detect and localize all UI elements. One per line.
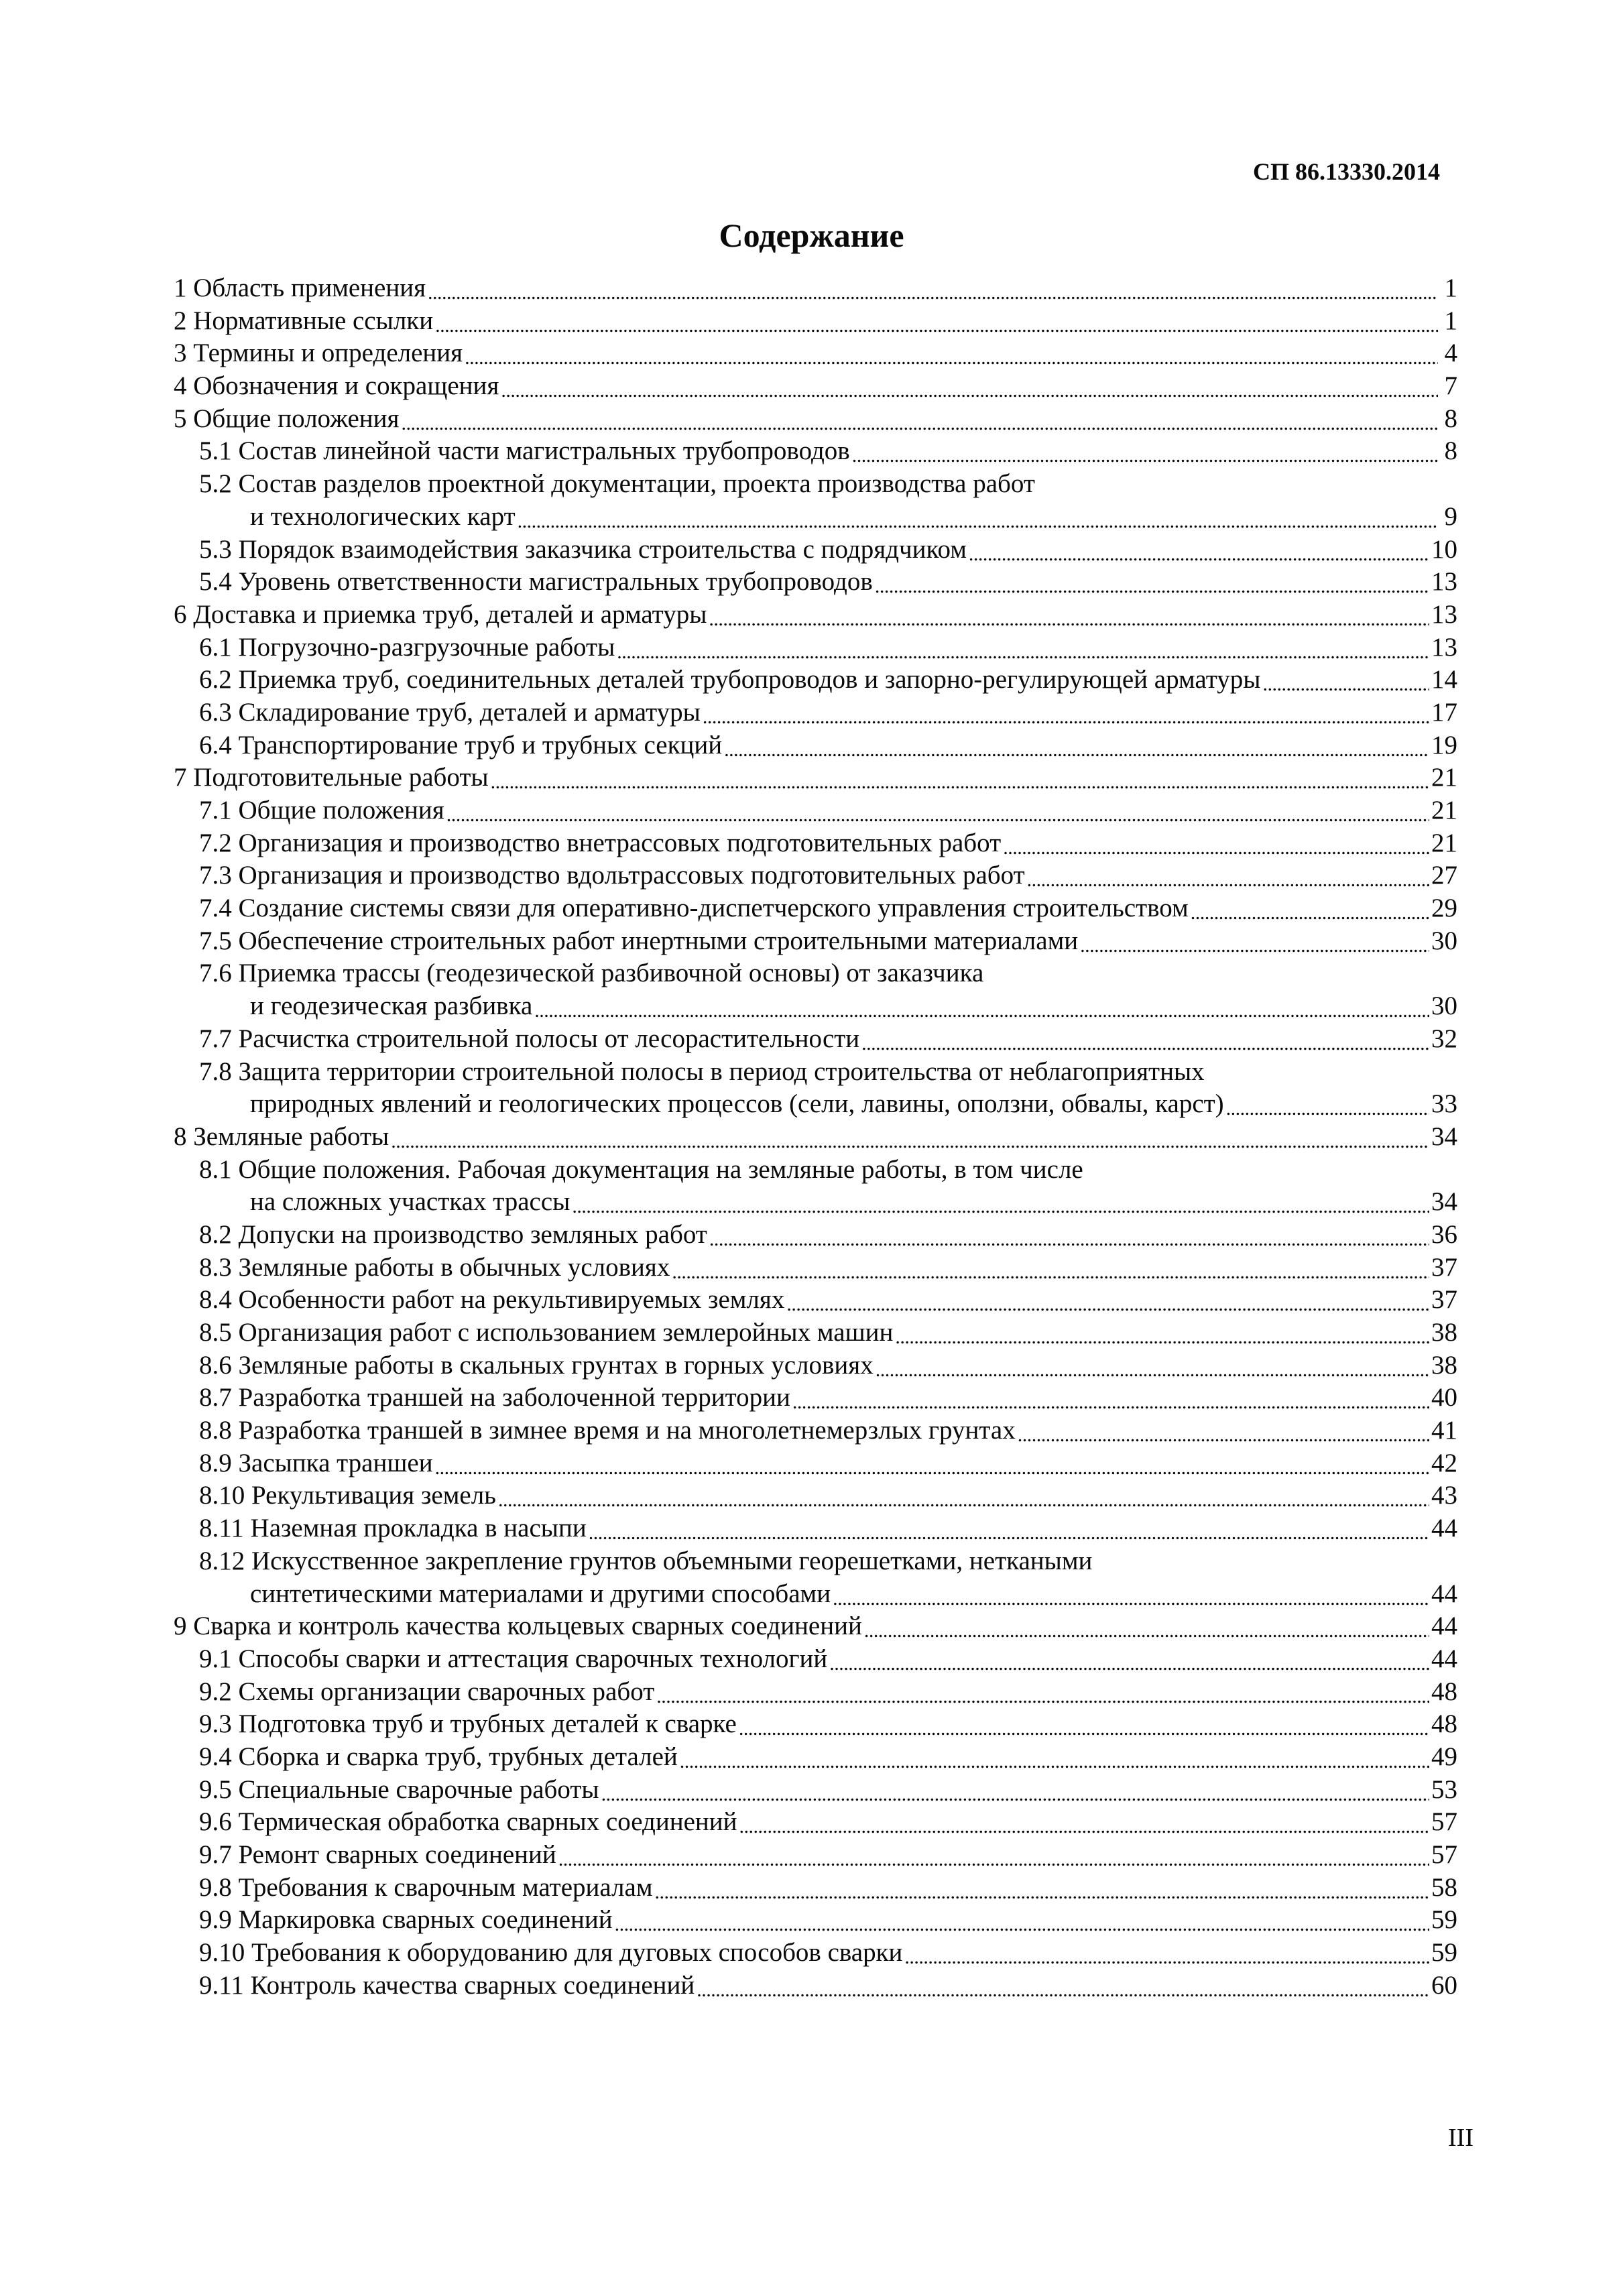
toc-entry[interactable] bbox=[174, 403, 1457, 436]
dot-leader bbox=[491, 764, 1429, 790]
toc-entry-title: 7.7 Расчистка строительной полосы от лесорастительности bbox=[199, 1024, 860, 1053]
toc-entry-page: 7 bbox=[1444, 371, 1457, 401]
toc-entry-page: 14 bbox=[1431, 665, 1457, 694]
dot-leader bbox=[615, 1906, 1429, 1932]
toc-entry-title: 4 Обозначения и сокращения bbox=[174, 371, 499, 401]
dot-leader bbox=[709, 601, 1429, 627]
dot-leader bbox=[1018, 1416, 1429, 1443]
toc-entry-page: 27 bbox=[1431, 861, 1457, 890]
toc-entry-title: 8 Земляные работы bbox=[174, 1122, 389, 1151]
toc-entry-page: 37 bbox=[1431, 1285, 1457, 1315]
toc-entry-page: 1 bbox=[1444, 274, 1457, 302]
toc-entry[interactable] bbox=[174, 1872, 1457, 1905]
toc-entry-page: 30 bbox=[1431, 926, 1457, 955]
toc-entry[interactable] bbox=[174, 1970, 1457, 2002]
toc-entry[interactable] bbox=[174, 1708, 1457, 1741]
toc-entry-title: на сложных участках трассы bbox=[250, 1187, 570, 1217]
dot-leader bbox=[498, 1482, 1429, 1508]
dot-leader bbox=[864, 1612, 1429, 1638]
toc-entry-page: 40 bbox=[1431, 1383, 1457, 1412]
toc-entry-title: 7.5 Обеспечение строительных работ инертными строительными материалами bbox=[199, 926, 1079, 955]
toc-entry-page: 44 bbox=[1431, 1644, 1457, 1673]
toc-entry[interactable] bbox=[174, 1252, 1457, 1284]
toc-entry-title: 8.11 Наземная прокладка в насыпи bbox=[199, 1514, 587, 1543]
toc-entry-page: 57 bbox=[1431, 1807, 1457, 1837]
toc-entry-page: 33 bbox=[1431, 1089, 1457, 1119]
dot-leader bbox=[655, 1874, 1429, 1900]
toc-entry-title: 9.5 Специальные сварочные работы bbox=[199, 1774, 599, 1804]
toc-entry[interactable] bbox=[174, 435, 1457, 468]
toc-entry-title: 7.3 Организация и производство вдольтрассовых подготовительных работ bbox=[199, 861, 1025, 890]
dot-leader bbox=[446, 796, 1429, 823]
toc-entry-page: 44 bbox=[1431, 1579, 1457, 1608]
toc-entry-title: 9.9 Маркировка сварных соединений bbox=[199, 1905, 613, 1935]
dot-leader bbox=[1080, 927, 1429, 953]
toc-entry-page: 29 bbox=[1431, 894, 1457, 923]
toc-entry-title: 9.6 Термическая обработка сварных соединений bbox=[199, 1807, 737, 1837]
dot-leader bbox=[895, 1319, 1429, 1345]
dot-leader bbox=[739, 1808, 1429, 1834]
toc-entry-page: 13 bbox=[1431, 632, 1457, 662]
dot-leader bbox=[680, 1743, 1429, 1769]
toc-entry-title: 6.2 Приемка труб, соединительных деталей трубопроводов и запорно-регулирующей арматуры bbox=[199, 665, 1261, 694]
dot-leader bbox=[904, 1939, 1429, 1965]
toc-entry-title: 7.8 Защита территории строительной полосы в период строительства от неблагоприятных bbox=[199, 1056, 1205, 1086]
toc-entry[interactable] bbox=[174, 468, 1457, 501]
toc-entry[interactable] bbox=[174, 599, 1457, 631]
toc-entry-title: 9.1 Способы сварки и аттестация сварочных технологий bbox=[199, 1644, 828, 1673]
toc-entry-title: 8.3 Земляные работы в обычных условиях bbox=[199, 1252, 670, 1282]
toc-entry-title: 8.10 Рекультивация земель bbox=[199, 1481, 496, 1510]
dot-leader bbox=[697, 1972, 1429, 1998]
toc-entry-title: 7.1 Общие положения bbox=[199, 796, 444, 825]
toc-entry-title: 8.5 Организация работ с использованием землеройных машин bbox=[199, 1318, 894, 1347]
toc-entry-page: 48 bbox=[1431, 1709, 1457, 1739]
toc-entry[interactable] bbox=[174, 1610, 1457, 1643]
dot-leader bbox=[786, 1286, 1429, 1312]
toc-entry[interactable] bbox=[174, 859, 1457, 892]
dot-leader bbox=[572, 1188, 1429, 1214]
dot-leader bbox=[861, 1025, 1429, 1051]
toc-entry-title: и геодезическая разбивка bbox=[250, 991, 533, 1021]
toc-entry-title: 9.4 Сборка и сварка труб, трубных деталей bbox=[199, 1742, 678, 1771]
dot-leader bbox=[875, 568, 1429, 594]
toc-entry[interactable] bbox=[174, 1186, 1457, 1219]
toc-entry-title: 9.8 Требования к сварочным материалам bbox=[199, 1872, 653, 1902]
toc-entry-title: 9.2 Схемы организации сварочных работ bbox=[199, 1677, 655, 1706]
toc-entry-title: 5.4 Уровень ответственности магистральных трубопроводов bbox=[199, 567, 873, 597]
toc-entry[interactable] bbox=[174, 534, 1457, 566]
toc-entry-title: 3 Термины и определения bbox=[174, 339, 463, 368]
dot-leader bbox=[724, 731, 1429, 758]
dot-leader bbox=[534, 992, 1429, 1018]
toc-entry[interactable] bbox=[174, 1219, 1457, 1252]
toc-entry-page: 32 bbox=[1431, 1024, 1457, 1053]
dot-leader bbox=[435, 307, 1438, 333]
dot-leader bbox=[1003, 829, 1429, 855]
toc-entry-page: 59 bbox=[1431, 1938, 1457, 1968]
toc-entry-title: 8.2 Допуски на производство земляных работ bbox=[199, 1219, 707, 1249]
toc-entry-page: 17 bbox=[1431, 697, 1457, 727]
toc-entry-title: 9.7 Ремонт сварных соединений bbox=[199, 1840, 556, 1869]
toc-entry[interactable] bbox=[174, 566, 1457, 599]
toc-entry-page: 53 bbox=[1431, 1774, 1457, 1804]
toc-entry-title: 6.4 Транспортирование труб и трубных секций bbox=[199, 730, 723, 760]
toc-entry[interactable] bbox=[174, 1578, 1457, 1611]
toc-entry[interactable] bbox=[174, 501, 1457, 534]
toc-entry-title: 5.1 Состав линейной части магистральных трубопроводов bbox=[199, 436, 850, 466]
toc-entry-title: 7 Подготовительные работы bbox=[174, 763, 489, 792]
toc-entry[interactable] bbox=[174, 631, 1457, 664]
toc-entry-title: 8.6 Земляные работы в скальных грунтах в горных условиях bbox=[199, 1350, 874, 1380]
toc-entry[interactable] bbox=[174, 1317, 1457, 1349]
dot-leader bbox=[833, 1580, 1429, 1606]
dot-leader bbox=[703, 699, 1429, 725]
toc-entry[interactable] bbox=[174, 1479, 1457, 1512]
toc-entry-title: 9 Сварка и контроль качества кольцевых сварных соединений bbox=[174, 1612, 862, 1641]
dot-leader bbox=[465, 339, 1438, 365]
toc-entry-page: 41 bbox=[1431, 1416, 1457, 1445]
toc-entry[interactable] bbox=[174, 925, 1457, 958]
toc-entry[interactable] bbox=[174, 272, 1457, 305]
toc-entry-page: 49 bbox=[1431, 1742, 1457, 1771]
toc-entry-page: 21 bbox=[1431, 796, 1457, 825]
toc-entry-page: 48 bbox=[1431, 1677, 1457, 1706]
toc-entry[interactable] bbox=[174, 1056, 1457, 1089]
toc-entry-title: 9.3 Подготовка труб и трубных деталей к сварке bbox=[199, 1709, 737, 1739]
toc-entry[interactable] bbox=[174, 1512, 1457, 1545]
dot-leader bbox=[852, 437, 1438, 463]
toc-entry[interactable] bbox=[174, 1676, 1457, 1709]
toc-entry-title: 5 Общие положения bbox=[174, 404, 400, 433]
toc-entry-page: 13 bbox=[1431, 567, 1457, 597]
toc-entry-title: 5.3 Порядок взаимодействия заказчика строительства с подрядчиком bbox=[199, 534, 967, 564]
toc-entry-page: 59 bbox=[1431, 1905, 1457, 1935]
dot-leader bbox=[739, 1710, 1429, 1736]
toc-entry-page: 43 bbox=[1431, 1481, 1457, 1510]
toc-entry[interactable] bbox=[174, 1774, 1457, 1807]
dot-leader bbox=[876, 1351, 1429, 1378]
toc-entry[interactable] bbox=[174, 697, 1457, 729]
toc-entry[interactable] bbox=[174, 827, 1457, 860]
toc-entry[interactable] bbox=[174, 762, 1457, 794]
toc-entry[interactable] bbox=[174, 1414, 1457, 1447]
toc-entry-title: 8.8 Разработка траншей в зимнее время и на многолетнемерзлых грунтах bbox=[199, 1416, 1016, 1445]
toc-entry-title: и технологических карт bbox=[250, 501, 516, 531]
toc-entry-page: 8 bbox=[1444, 436, 1457, 466]
toc-entry[interactable] bbox=[174, 1023, 1457, 1056]
dot-leader bbox=[829, 1645, 1429, 1671]
dot-leader bbox=[601, 1776, 1429, 1802]
page-title: Содержание bbox=[719, 217, 904, 254]
toc-entry[interactable] bbox=[174, 1154, 1457, 1187]
dot-leader bbox=[1191, 894, 1429, 920]
toc-entry[interactable] bbox=[174, 957, 1457, 990]
toc-entry[interactable] bbox=[174, 1806, 1457, 1839]
toc-entry-title: 8.9 Засыпка траншеи bbox=[199, 1448, 433, 1477]
toc-entry[interactable] bbox=[174, 664, 1457, 697]
toc-entry-page: 9 bbox=[1444, 501, 1457, 531]
toc-entry[interactable] bbox=[174, 1643, 1457, 1676]
dot-leader bbox=[672, 1254, 1429, 1280]
toc-entry-page: 57 bbox=[1431, 1840, 1457, 1869]
dot-leader bbox=[435, 1449, 1429, 1475]
toc-entry[interactable] bbox=[174, 892, 1457, 925]
toc-entry-page: 58 bbox=[1431, 1872, 1457, 1902]
toc-entry-page: 21 bbox=[1431, 763, 1457, 792]
toc-entry[interactable] bbox=[174, 305, 1457, 338]
toc-entry[interactable] bbox=[174, 370, 1457, 403]
dot-leader bbox=[1226, 1090, 1429, 1116]
toc-entry[interactable] bbox=[174, 729, 1457, 762]
dot-leader bbox=[589, 1514, 1429, 1540]
toc-entry-page: 42 bbox=[1431, 1448, 1457, 1477]
dot-leader bbox=[518, 503, 1438, 529]
toc-entry-page: 34 bbox=[1431, 1187, 1457, 1217]
toc-entry[interactable] bbox=[174, 1741, 1457, 1774]
toc-entry-title: 1 Область применения bbox=[174, 274, 426, 302]
toc-entry-page: 4 bbox=[1444, 339, 1457, 368]
toc-entry-title: 8.4 Особенности работ на рекультивируемых землях bbox=[199, 1285, 785, 1315]
toc-entry[interactable] bbox=[174, 1121, 1457, 1154]
toc-entry[interactable] bbox=[174, 1088, 1457, 1121]
toc-entry-title: 6.3 Складирование труб, деталей и арматуры bbox=[199, 697, 701, 727]
dot-leader bbox=[558, 1841, 1429, 1867]
toc-entry[interactable] bbox=[174, 1545, 1457, 1578]
toc-entry-page: 36 bbox=[1431, 1219, 1457, 1249]
table-of-contents bbox=[174, 272, 1457, 2002]
toc-entry-title: синтетическими материалами и другими способами bbox=[250, 1579, 831, 1608]
dot-leader bbox=[656, 1678, 1429, 1704]
toc-entry-page: 30 bbox=[1431, 991, 1457, 1021]
toc-entry[interactable] bbox=[174, 1284, 1457, 1317]
dot-leader bbox=[969, 536, 1429, 562]
toc-entry-title: 5.2 Состав разделов проектной документации, проекта производства работ bbox=[199, 469, 1035, 499]
toc-entry-page: 37 bbox=[1431, 1252, 1457, 1282]
toc-entry[interactable] bbox=[174, 1904, 1457, 1937]
toc-entry-page: 13 bbox=[1431, 599, 1457, 629]
toc-entry-page: 21 bbox=[1431, 828, 1457, 857]
toc-entry-title: 8.1 Общие положения. Рабочая документация на земляные работы, в том числе bbox=[199, 1154, 1083, 1184]
toc-entry[interactable] bbox=[174, 1447, 1457, 1480]
dot-leader bbox=[402, 405, 1439, 431]
toc-entry-page: 38 bbox=[1431, 1350, 1457, 1380]
toc-entry-title: 9.11 Контроль качества сварных соединений bbox=[199, 1970, 695, 2000]
toc-entry-page: 38 bbox=[1431, 1318, 1457, 1347]
dot-leader bbox=[391, 1123, 1429, 1149]
dot-leader bbox=[1027, 861, 1429, 888]
toc-entry-title: 6.1 Погрузочно-разгрузочные работы bbox=[199, 632, 615, 662]
toc-entry[interactable] bbox=[174, 337, 1457, 370]
toc-entry-page: 1 bbox=[1444, 306, 1457, 335]
toc-entry-title: 9.10 Требования к оборудованию для дуговых способов сварки bbox=[199, 1938, 903, 1968]
toc-entry[interactable] bbox=[174, 1937, 1457, 1970]
dot-leader bbox=[617, 633, 1429, 660]
toc-entry-title: 7.4 Создание системы связи для оперативно-диспетчерского управления строительством bbox=[199, 894, 1189, 923]
dot-leader bbox=[428, 274, 1438, 300]
dot-leader bbox=[1262, 666, 1429, 692]
toc-entry-title: природных явлений и геологических процессов (сели, лавины, оползни, обвалы, карст) bbox=[250, 1089, 1224, 1119]
toc-entry-title: 2 Нормативные ссылки bbox=[174, 306, 434, 335]
document-code: СП 86.13330.2014 bbox=[1253, 158, 1440, 185]
toc-entry[interactable] bbox=[174, 1382, 1457, 1414]
dot-leader bbox=[792, 1384, 1429, 1410]
toc-entry-title: 7.6 Приемка трассы (геодезической разбивочной основы) от заказчика bbox=[199, 959, 984, 988]
dot-leader bbox=[709, 1221, 1429, 1247]
toc-entry-title: 7.2 Организация и производство внетрассовых подготовительных работ bbox=[199, 828, 1002, 857]
toc-entry-title: 8.12 Искусственное закрепление грунтов объемными георешетками, неткаными bbox=[199, 1546, 1093, 1575]
toc-entry-page: 10 bbox=[1431, 534, 1457, 564]
toc-entry-page: 44 bbox=[1431, 1514, 1457, 1543]
toc-entry-title: 6 Доставка и приемка труб, деталей и арматуры bbox=[174, 599, 707, 629]
toc-entry-page: 34 bbox=[1431, 1122, 1457, 1151]
toc-entry-page: 60 bbox=[1431, 1970, 1457, 2000]
toc-entry-title: 8.7 Разработка траншей на заболоченной территории bbox=[199, 1383, 790, 1412]
dot-leader bbox=[501, 372, 1438, 398]
toc-entry[interactable] bbox=[174, 1349, 1457, 1382]
toc-entry-page: 44 bbox=[1431, 1612, 1457, 1641]
page-number: III bbox=[1448, 2124, 1474, 2152]
toc-entry[interactable] bbox=[174, 794, 1457, 827]
toc-entry[interactable] bbox=[174, 990, 1457, 1023]
toc-entry[interactable] bbox=[174, 1839, 1457, 1872]
toc-entry-page: 19 bbox=[1431, 730, 1457, 760]
toc-entry-page: 8 bbox=[1444, 404, 1457, 433]
